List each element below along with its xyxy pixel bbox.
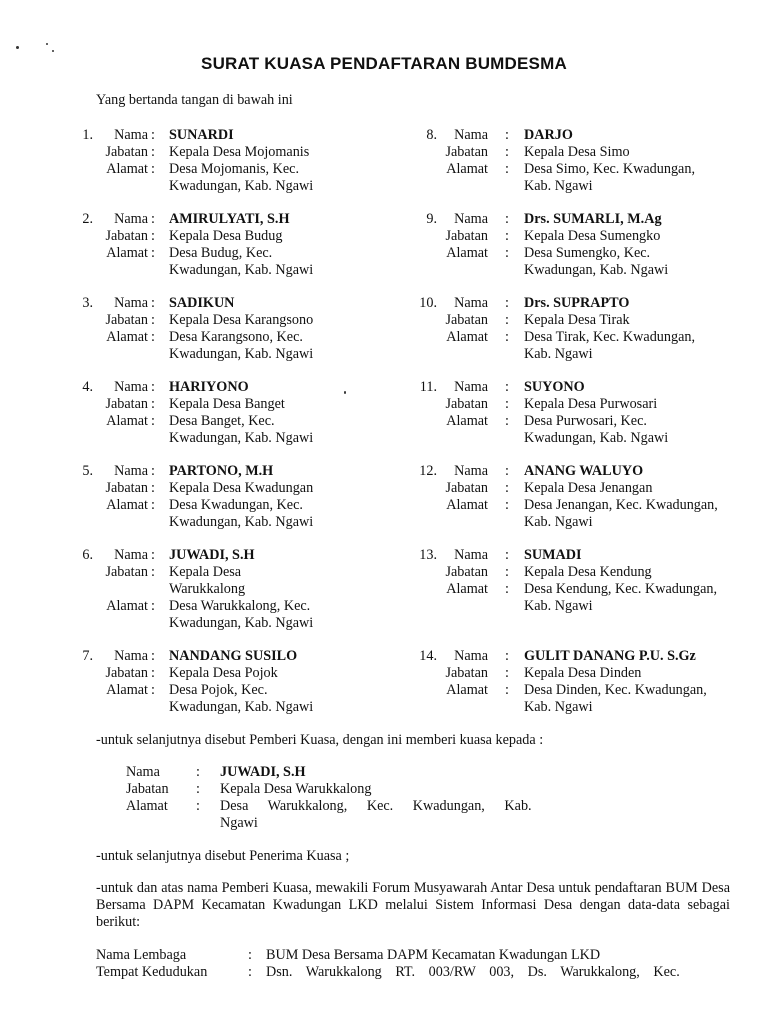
jabatan-label: Jabatan: [105, 228, 148, 244]
signatory-address: Desa Tirak, Kec. Kwadungan,: [524, 329, 696, 345]
signatory-position: Kepala Desa Kwadungan: [169, 480, 314, 496]
signatory-entry: [404, 547, 744, 615]
alamat-label: Alamat: [106, 598, 148, 614]
nama-label: Nama: [454, 547, 488, 563]
signatory-entry: [404, 379, 744, 447]
scan-speck: [16, 46, 19, 49]
info-value: BUM Desa Bersama DAPM Kecamatan Kwadungan LKD: [266, 947, 601, 963]
recipient-nama: JUWADI, S.H: [220, 764, 306, 780]
signatory-number: 4.: [82, 379, 93, 395]
colon: :: [151, 413, 155, 429]
info-value: Dsn. Warukkalong RT. 003/RW 003, Ds. Warukkalong, Kec.: [266, 964, 680, 980]
colon: :: [151, 211, 155, 227]
signatory-number: 5.: [82, 463, 93, 479]
signatory-address: Kab. Ngawi: [524, 699, 593, 715]
jabatan-label: Jabatan: [445, 665, 488, 681]
alamat-label: Alamat: [106, 497, 148, 513]
signatory-entry: [71, 211, 411, 279]
signatory-address: Desa Banget, Kec.: [169, 413, 275, 429]
signatory-number: 7.: [82, 648, 93, 664]
nama-label: Nama: [114, 127, 148, 143]
signatory-position: Kepala Desa Mojomanis: [169, 144, 310, 160]
jabatan-label: Jabatan: [105, 564, 148, 580]
signatory-entry: [71, 379, 411, 447]
signatory-address: Desa Purwosari, Kec.: [524, 413, 647, 429]
signatory-entry: [404, 211, 744, 279]
signatory-position: Kepala Desa Pojok: [169, 665, 278, 681]
alamat-label: Alamat: [446, 245, 488, 261]
colon: :: [151, 127, 155, 143]
signatory-position: Kepala Desa Simo: [524, 144, 630, 160]
jabatan-label: Jabatan: [445, 480, 488, 496]
nama-label: Nama: [454, 463, 488, 479]
jabatan-label: Jabatan: [105, 312, 148, 328]
alamat-label: Alamat: [446, 581, 488, 597]
signatory-position: Kepala Desa Sumengko: [524, 228, 661, 244]
signatory-number: 6.: [82, 547, 93, 563]
signatory-position: Kepala Desa Budug: [169, 228, 283, 244]
signatory-position: Kepala Desa: [169, 564, 242, 580]
recipient-alamat-label: Alamat: [126, 798, 168, 814]
colon: :: [505, 413, 509, 429]
signatory-name: SUMADI: [524, 547, 582, 563]
colon: :: [505, 329, 509, 345]
nama-label: Nama: [454, 379, 488, 395]
colon: :: [151, 396, 155, 412]
colon: :: [151, 329, 155, 345]
nama-label: Nama: [454, 211, 488, 227]
signatory-number: 12.: [419, 463, 437, 479]
nama-label: Nama: [454, 127, 488, 143]
info-label: Nama Lembaga: [96, 947, 187, 963]
colon: :: [248, 964, 252, 980]
institution-info: [96, 947, 736, 981]
alamat-label: Alamat: [446, 682, 488, 698]
signatory-entry: [71, 648, 411, 716]
signatory-position: Kepala Desa Jenangan: [524, 480, 653, 496]
signatory-address: Kwadungan, Kab. Ngawi: [169, 615, 314, 631]
info-label: Tempat Kedudukan: [96, 964, 208, 980]
colon: :: [151, 564, 155, 580]
recipient-nama-label: Nama: [126, 764, 160, 780]
signatory-address: Kwadungan, Kab. Ngawi: [169, 514, 314, 530]
signatory-number: 9.: [426, 211, 437, 227]
signatory-address: Desa Mojomanis, Kec.: [169, 161, 300, 177]
signatory-address: Desa Dinden, Kec. Kwadungan,: [524, 682, 707, 698]
signatory-entry: [71, 547, 411, 632]
jabatan-label: Jabatan: [445, 396, 488, 412]
signatory-name: ANANG WALUYO: [524, 463, 644, 479]
receiver-statement: -untuk selanjutnya disebut Penerima Kuasa ;: [96, 848, 350, 864]
signatory-position: Kepala Desa Banget: [169, 396, 285, 412]
signatory-address: Desa Simo, Kec. Kwadungan,: [524, 161, 695, 177]
colon: :: [248, 947, 252, 963]
giver-statement: -untuk selanjutnya disebut Pemberi Kuasa, dengan ini memberi kuasa kepada :: [96, 732, 544, 748]
alamat-label: Alamat: [106, 329, 148, 345]
document-title: SURAT KUASA PENDAFTARAN BUMDESMA: [201, 54, 567, 73]
signatory-position: Kepala Desa Dinden: [524, 665, 642, 681]
signatory-entry: [404, 648, 744, 716]
signatory-number: 10.: [419, 295, 437, 311]
colon: :: [505, 127, 509, 143]
signatory-address: Kab. Ngawi: [524, 514, 593, 530]
signatory-name: GULIT DANANG P.U. S.Gz: [524, 648, 696, 664]
alamat-label: Alamat: [446, 497, 488, 513]
jabatan-label: Jabatan: [105, 144, 148, 160]
scan-speck: [52, 50, 54, 52]
scan-speck: [344, 391, 346, 394]
signatory-number: 1.: [82, 127, 93, 143]
signatory-name: SUNARDI: [169, 127, 234, 143]
signatory-address: Kwadungan, Kab. Ngawi: [169, 178, 314, 194]
alamat-label: Alamat: [106, 682, 148, 698]
colon: :: [151, 295, 155, 311]
signatory-name: JUWADI, S.H: [169, 547, 255, 563]
recipient-jabatan: Kepala Desa Warukkalong: [220, 781, 372, 797]
colon: :: [151, 682, 155, 698]
colon: :: [196, 764, 200, 780]
colon: :: [151, 245, 155, 261]
colon: :: [151, 547, 155, 563]
colon: :: [505, 144, 509, 160]
signatory-entry: [404, 463, 744, 531]
colon: :: [151, 228, 155, 244]
signatory-position: Kepala Desa Purwosari: [524, 396, 658, 412]
colon: :: [151, 312, 155, 328]
signatory-address: Desa Kwadungan, Kec.: [169, 497, 303, 513]
colon: :: [505, 245, 509, 261]
alamat-label: Alamat: [106, 161, 148, 177]
signatory-address: Kwadungan, Kab. Ngawi: [524, 262, 669, 278]
signatory-address: Desa Sumengko, Kec.: [524, 245, 651, 261]
colon: :: [505, 379, 509, 395]
jabatan-label: Jabatan: [445, 228, 488, 244]
colon: :: [505, 228, 509, 244]
colon: :: [151, 161, 155, 177]
purpose-statement: -untuk dan atas nama Pemberi Kuasa, mewakili Forum Musyawarah Antar Desa untuk pendaftaran BUM Desa Bersama DAPM Kecamatan Kwadungan LKD melalui Sistem Informasi Desa dengan data-data sebagai berikut:: [96, 880, 730, 930]
colon: :: [196, 798, 200, 814]
signatory-name: HARIYONO: [169, 379, 249, 395]
signatory-name: AMIRULYATI, S.H: [169, 211, 290, 227]
signatory-name: PARTONO, M.H: [169, 463, 274, 479]
signatory-address: Kwadungan, Kab. Ngawi: [169, 346, 314, 362]
signatory-address: Kab. Ngawi: [524, 178, 593, 194]
jabatan-label: Jabatan: [105, 396, 148, 412]
signatory-position: Kepala Desa Karangsono: [169, 312, 314, 328]
colon: :: [505, 211, 509, 227]
signatory-address: Kwadungan, Kab. Ngawi: [524, 430, 669, 446]
signatory-name: Drs. SUPRAPTO: [524, 295, 630, 311]
signatory-entry: [71, 127, 411, 195]
colon: :: [505, 547, 509, 563]
alamat-label: Alamat: [446, 161, 488, 177]
signatory-number: 8.: [426, 127, 437, 143]
signatory-name: SADIKUN: [169, 295, 235, 311]
signatory-name: DARJO: [524, 127, 573, 143]
nama-label: Nama: [114, 295, 148, 311]
signatory-number: 14.: [419, 648, 437, 664]
colon: :: [505, 396, 509, 412]
colon: :: [505, 295, 509, 311]
colon: :: [505, 463, 509, 479]
intro-text: Yang bertanda tangan di bawah ini: [96, 92, 293, 108]
signatory-address: Desa Budug, Kec.: [169, 245, 273, 261]
jabatan-label: Jabatan: [445, 564, 488, 580]
jabatan-label: Jabatan: [445, 312, 488, 328]
signatory-address: Kwadungan, Kab. Ngawi: [169, 699, 314, 715]
signatory-number: 13.: [419, 547, 437, 563]
signatory-position: Kepala Desa Tirak: [524, 312, 630, 328]
signatory-entry: [404, 127, 744, 195]
colon: :: [505, 682, 509, 698]
signatory-name: Drs. SUMARLI, M.Ag: [524, 211, 662, 227]
recipient-jabatan-label: Jabatan: [126, 781, 169, 797]
signatory-address: Desa Warukkalong, Kec.: [169, 598, 311, 614]
colon: :: [151, 648, 155, 664]
signatory-entry: [71, 463, 411, 531]
signatory-position: Kepala Desa Kendung: [524, 564, 652, 580]
colon: :: [196, 781, 200, 797]
signatory-position: Warukkalong: [169, 581, 246, 597]
signatory-address: Desa Karangsono, Kec.: [169, 329, 303, 345]
alamat-label: Alamat: [106, 413, 148, 429]
scan-speck: [46, 43, 48, 45]
colon: :: [505, 161, 509, 177]
colon: :: [151, 379, 155, 395]
signatory-entry: [71, 295, 411, 363]
signatory-address: Desa Kendung, Kec. Kwadungan,: [524, 581, 718, 597]
alamat-label: Alamat: [106, 245, 148, 261]
signatory-address: Desa Pojok, Kec.: [169, 682, 268, 698]
signatory-name: SUYONO: [524, 379, 585, 395]
signatory-address: Kab. Ngawi: [524, 598, 593, 614]
colon: :: [151, 144, 155, 160]
signatory-address: Kwadungan, Kab. Ngawi: [169, 262, 314, 278]
signatory-number: 2.: [82, 211, 93, 227]
nama-label: Nama: [114, 547, 148, 563]
alamat-label: Alamat: [446, 329, 488, 345]
colon: :: [151, 665, 155, 681]
signatory-address: Kab. Ngawi: [524, 346, 593, 362]
signatory-entry: [404, 295, 744, 363]
recipient-alamat-line-1: Desa Warukkalong, Kec. Kwadungan, Kab.: [220, 798, 532, 814]
nama-label: Nama: [114, 648, 148, 664]
colon: :: [505, 497, 509, 513]
colon: :: [151, 480, 155, 496]
jabatan-label: Jabatan: [445, 144, 488, 160]
nama-label: Nama: [454, 648, 488, 664]
recipient-alamat-line-2: Ngawi: [220, 815, 258, 831]
signatory-number: 11.: [419, 379, 437, 395]
signatory-number: 3.: [82, 295, 93, 311]
colon: :: [151, 598, 155, 614]
colon: :: [151, 497, 155, 513]
jabatan-label: Jabatan: [105, 665, 148, 681]
colon: :: [505, 665, 509, 681]
colon: :: [505, 581, 509, 597]
nama-label: Nama: [454, 295, 488, 311]
signatory-name: NANDANG SUSILO: [169, 648, 298, 664]
nama-label: Nama: [114, 211, 148, 227]
colon: :: [505, 648, 509, 664]
jabatan-label: Jabatan: [105, 480, 148, 496]
nama-label: Nama: [114, 463, 148, 479]
colon: :: [505, 312, 509, 328]
colon: :: [151, 463, 155, 479]
signatory-address: Desa Jenangan, Kec. Kwadungan,: [524, 497, 718, 513]
recipient-block: [126, 764, 546, 832]
signatory-address: Kwadungan, Kab. Ngawi: [169, 430, 314, 446]
colon: :: [505, 480, 509, 496]
alamat-label: Alamat: [446, 413, 488, 429]
colon: :: [505, 564, 509, 580]
nama-label: Nama: [114, 379, 148, 395]
